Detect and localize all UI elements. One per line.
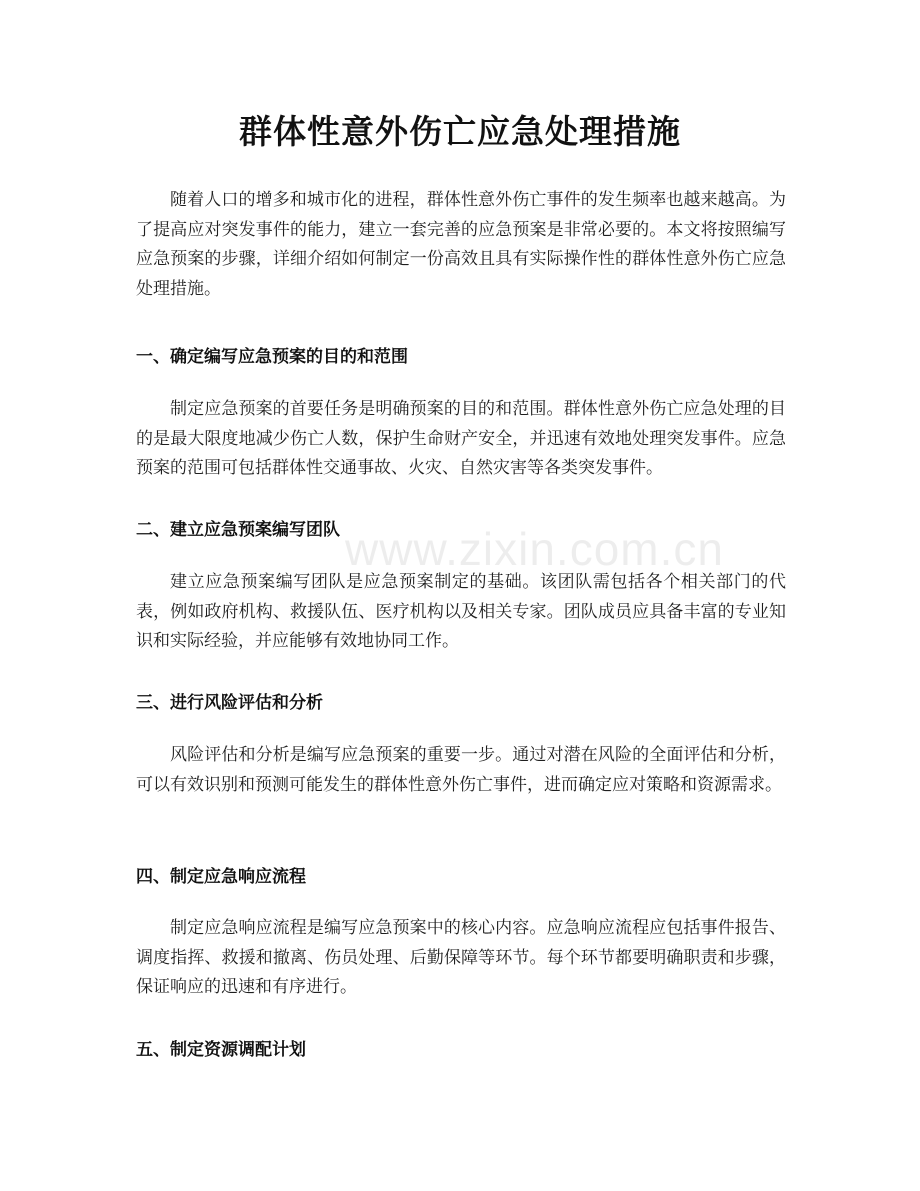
section-heading-4: 四、制定应急响应流程 (136, 867, 306, 887)
page-title: 群体性意外伤亡应急处理措施 (239, 112, 681, 151)
watermark: www.zixin.com.cn (345, 523, 724, 575)
section-body-4: 制定应急响应流程是编写应急预案中的核心内容。应急响应流程应包括事件报告、调度指挥、救援和撤离、伤员处理、后勤保障等环节。每个环节都要明确职责和步骤，保证响应的迅速和有序进行。 (136, 918, 786, 997)
section-heading-5: 五、制定资源调配计划 (136, 1040, 306, 1060)
section-body-3: 风险评估和分析是编写应急预案的重要一步。通过对潜在风险的全面评估和分析，可以有效识别和预测可能发生的群体性意外伤亡事件，进而确定应对策略和资源需求。 (136, 745, 786, 795)
section-heading-2: 二、建立应急预案编写团队 (136, 520, 340, 540)
section-body-2: 建立应急预案编写团队是应急预案制定的基础。该团队需包括各个相关部门的代表，例如政府机构、救援队伍、医疗机构以及相关专家。团队成员应具备丰富的专业知识和实际经验，并应能够有效地协同工作。 (136, 572, 786, 651)
section-heading-1: 一、确定编写应急预案的目的和范围 (136, 347, 408, 367)
section-heading-3: 三、进行风险评估和分析 (136, 693, 323, 713)
section-body-1: 制定应急预案的首要任务是明确预案的目的和范围。群体性意外伤亡应急处理的目的是最大限度地减少伤亡人数，保护生命财产安全，并迅速有效地处理突发事件。应急预案的范围可包括群体性交通事故、火灾、自然灾害等各类突发事件。 (136, 399, 786, 478)
intro-paragraph: 随着人口的增多和城市化的进程，群体性意外伤亡事件的发生频率也越来越高。为了提高应对突发事件的能力，建立一套完善的应急预案是非常必要的。本文将按照编写应急预案的步骤，详细介绍如何制定一份高效且具有实际操作性的群体性意外伤亡应急处理措施。 (136, 190, 786, 299)
